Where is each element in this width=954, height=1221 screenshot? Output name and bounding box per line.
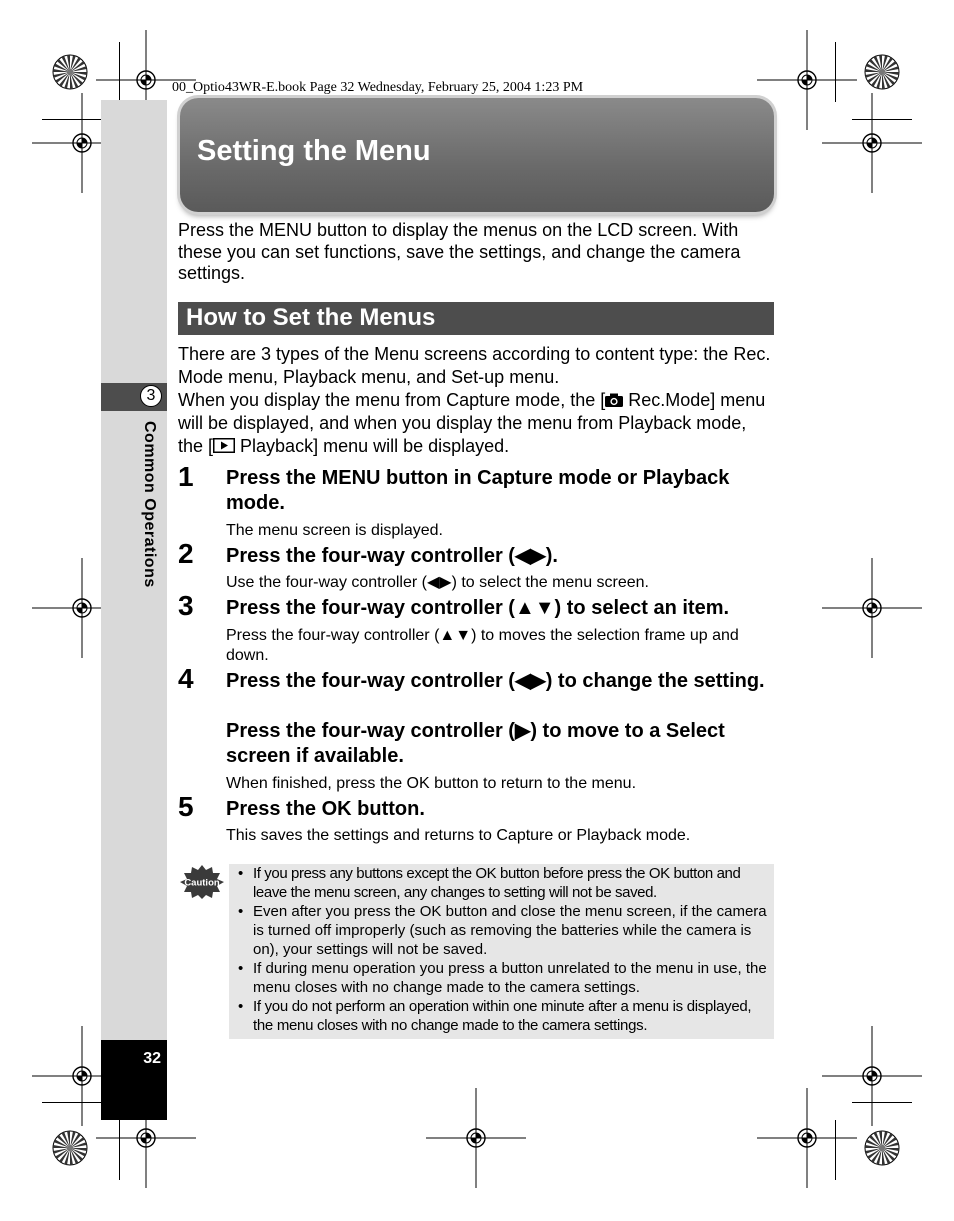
step-heading: Press the four-way controller (◀▶) to change the setting. [226,670,765,692]
chapter-title-wrap [134,421,164,621]
print-header: 00_Optio43WR-E.book Page 32 Wednesday, February 25, 2004 1:23 PM [172,80,584,95]
step-heading: Press the OK button. [226,798,425,820]
color-target-icon [863,53,901,91]
crop-line [42,119,102,120]
step-number: 3 [178,590,194,621]
section-title: How to Set the Menus [186,304,436,331]
caution-list [236,864,772,1035]
crop-line [119,42,120,102]
crop-line [119,1120,120,1180]
step-heading: Press the four-way controller (◀▶). [226,545,558,567]
section-paragraph-1: There are 3 types of the Menu screens according to content type: the Rec. Mode menu, Playback menu, and Set-up menu. [178,344,771,387]
caution-icon [179,864,225,900]
step-number: 4 [178,663,194,694]
caution-item: • If during menu operation you press a button unrelated to the menu in use, the menu closes with no change made to the camera settings. [236,959,772,997]
page-number: 32 [143,1050,161,1067]
step-description: Press the four-way controller (▲▼) to moves the selection frame up and down. [226,627,739,664]
page-title: Setting the Menu [197,135,431,167]
step-heading: Press the MENU button in Capture mode or Playback mode. [226,467,730,514]
caution-item: • If you do not perform an operation within one minute after a menu is displayed, the menu closes with no change made to the camera settings. [236,997,772,1035]
section-paragraph-2-b: Rec.Mode] menu will be displayed, and when you display the menu from Playback mode, the [ [178,390,766,456]
registration-mark-icon [426,1088,526,1188]
section-paragraph-2 [178,389,774,458]
crop-line [852,119,912,120]
registration-mark-icon [822,93,922,193]
crop-line [852,1102,912,1103]
step-description: This saves the settings and returns to Capture or Playback mode. [226,827,691,844]
chapter-title: Common Operations [141,421,158,588]
step-description: Use the four-way controller (◀▶) to select the menu screen. [226,574,649,591]
registration-mark-icon [822,558,922,658]
caution-label: Caution [184,877,220,889]
chapter-number: 3 [140,385,162,407]
step-description: The menu screen is displayed. [226,522,443,539]
camera-icon [605,393,623,407]
section-paragraph-2-a: When you display the menu from Capture mode, the [ [178,390,606,410]
color-target-icon [51,53,89,91]
step-number: 5 [178,791,194,822]
step-description: When finished, press the OK button to return to the menu. [226,775,637,792]
color-target-icon [51,1129,89,1167]
intro-paragraph: Press the MENU button to display the menus on the LCD screen. With these you can set functions, save the settings, and change the camera settings. [178,220,741,283]
section-paragraph-2-c: Playback] menu will be displayed. [235,436,510,456]
crop-line [835,42,836,102]
color-target-icon [863,1129,901,1167]
playback-icon [213,438,235,453]
caution-item: • If you press any buttons except the OK button before press the OK button and leave the menu screen, any changes to setting will not be saved. [236,864,772,902]
step-heading: Press the four-way controller (▲▼) to select an item. [226,597,730,619]
registration-mark-icon [757,1088,857,1188]
crop-line [42,1102,102,1103]
step-number: 2 [178,538,194,569]
crop-line [835,1120,836,1180]
step-heading-2: Press the four-way controller (▶) to move to a Select screen if available. [226,720,725,767]
step-number: 1 [178,461,194,492]
caution-item: • Even after you press the OK button and close the menu screen, if the camera is turned off improperly (such as removing the batteries while the camera is on), your settings will not be saved. [236,902,772,959]
